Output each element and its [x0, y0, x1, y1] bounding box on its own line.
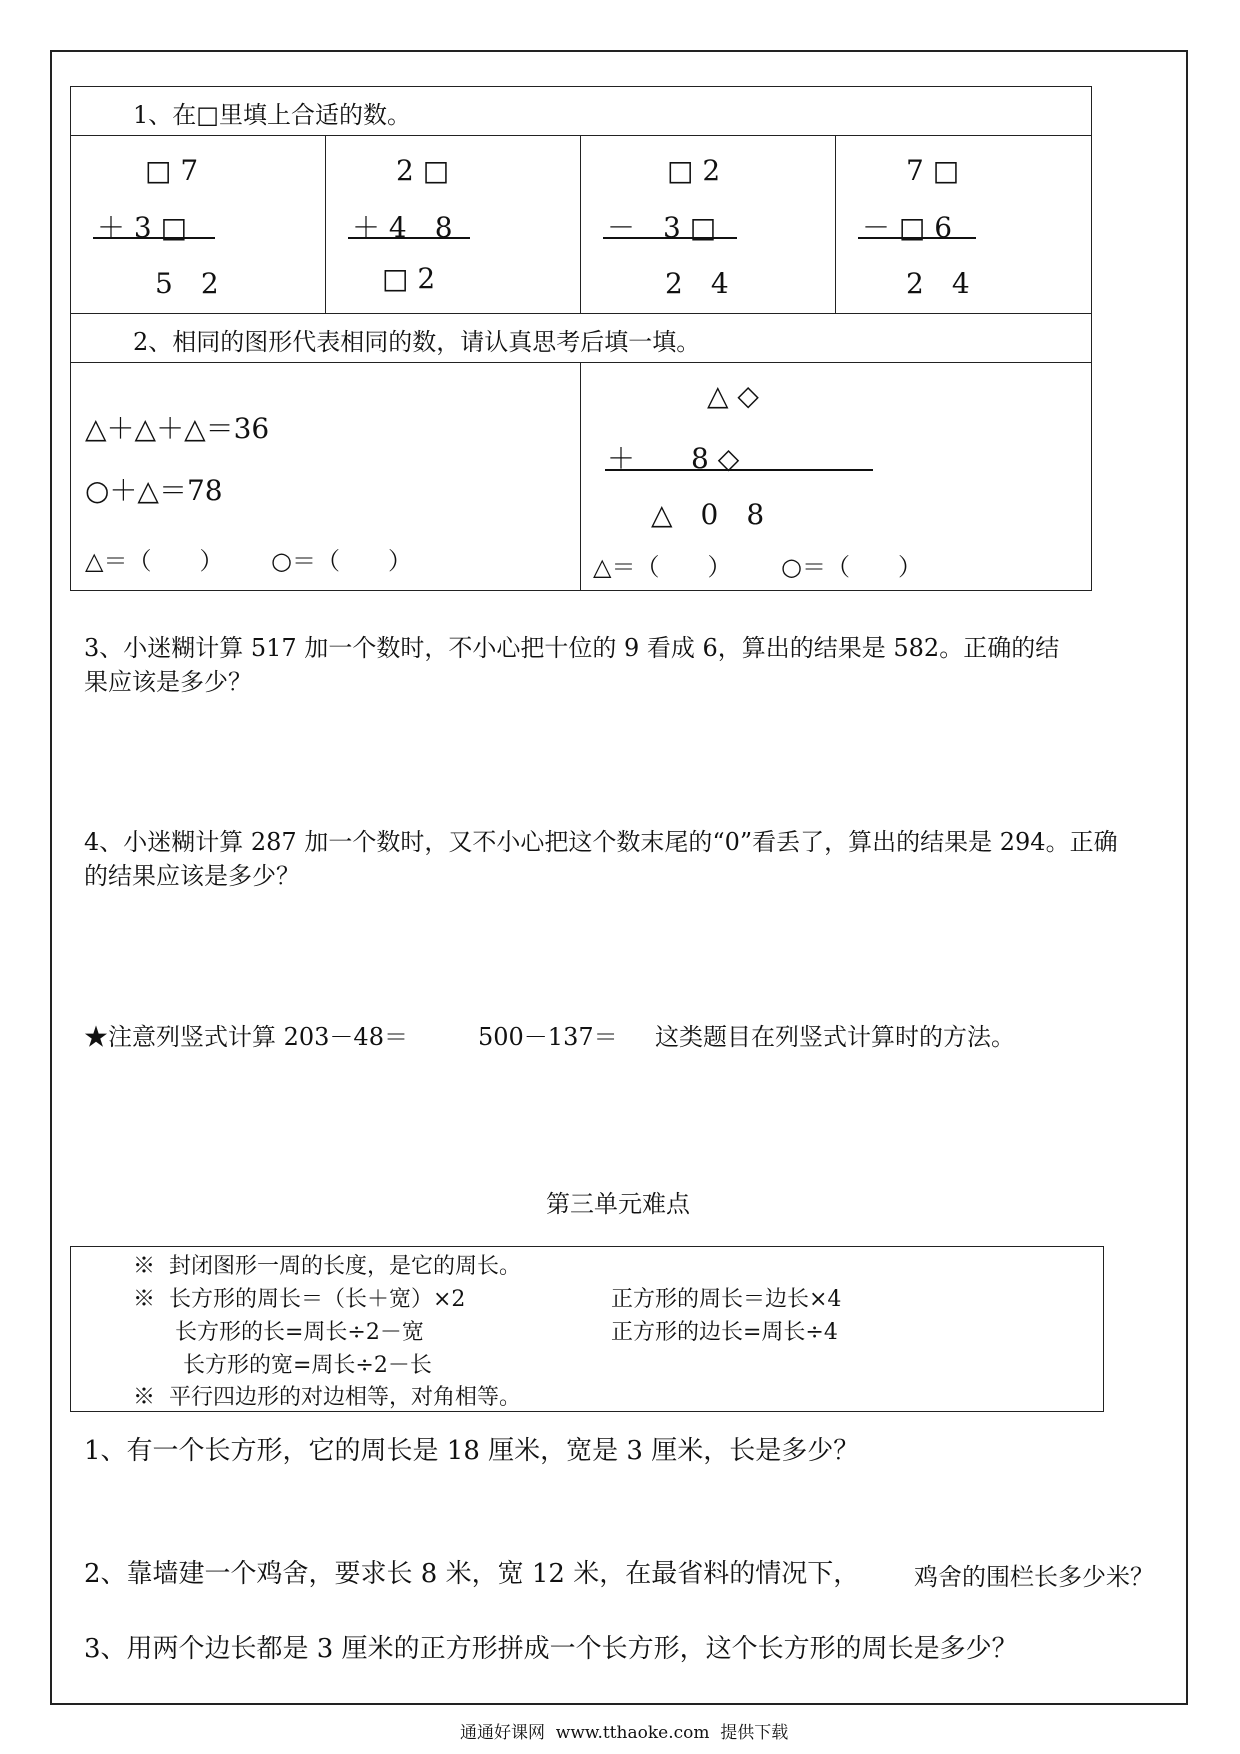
unit3-question-1: 1、有一个长方形，它的周长是 18 厘米，宽是 3 厘米，长是多少？ — [84, 1436, 860, 1466]
q2-right-answer-triangle: △＝（ ） — [593, 553, 732, 581]
problem-cell-1 — [70, 135, 326, 314]
unit3-question-2-tail: 鸡舍的围栏长多少米？ — [914, 1563, 1154, 1591]
note-label: ★注意列竖式计算 203－48＝ — [84, 1023, 408, 1051]
problem-1-top: □ 7 — [145, 154, 199, 187]
problem-3-top: □ 2 — [667, 154, 721, 187]
summary-line-2a: ※ 长方形的周长＝（长＋宽）×2 — [133, 1287, 466, 1312]
summary-line-1: ※ 封闭图形一周的长度，是它的周长。 — [133, 1254, 521, 1279]
q2-right-result: △ 0 8 — [651, 498, 765, 531]
q2-equation-1: △＋△＋△＝36 — [85, 412, 270, 445]
problem-1-underline — [93, 237, 215, 239]
summary-line-3b: 正方形的边长=周长÷4 — [611, 1320, 838, 1345]
unit3-question-2: 2、靠墙建一个鸡舍，要求长 8 米，宽 12 米，在最省料的情况下， — [84, 1559, 860, 1589]
problem-4-top: 7 □ — [906, 154, 960, 187]
problem-4-underline — [858, 237, 976, 239]
problem-2-result: □ 2 — [382, 262, 436, 295]
summary-line-3a: 长方形的长=周长÷2－宽 — [175, 1320, 424, 1345]
q2-equation-2: ○＋△＝78 — [85, 474, 223, 507]
note-expression-2: 500－137＝ — [478, 1023, 618, 1051]
problem-2-underline — [348, 237, 470, 239]
problem-3-operation: － 3 □ — [607, 211, 717, 244]
problem-2-top: 2 □ — [396, 154, 450, 187]
q2-right-answer-circle: ○＝（ ） — [781, 553, 922, 581]
problem-4-result: 2 4 — [906, 267, 970, 300]
note-tail: 这类题目在列竖式计算时的方法。 — [655, 1023, 1015, 1051]
q2-right-cell — [580, 362, 1092, 591]
problem-4-operation: － □ 6 — [862, 211, 953, 244]
problem-cell-3 — [580, 135, 836, 314]
q2-left-answer-triangle: △＝（ ） — [85, 547, 224, 575]
q3-line-1: 3、小迷糊计算 517 加一个数时，不小心把十位的 9 看成 6，算出的结果是 582。正确的结 — [84, 634, 1060, 662]
footer-credit: 通通好课网 www.tthaoke.com 提供下载 — [460, 1723, 789, 1743]
unit3-question-3: 3、用两个边长都是 3 厘米的正方形拼成一个长方形，这个长方形的周长是多少？ — [84, 1634, 1018, 1664]
q2-title: 2、相同的图形代表相同的数，请认真思考后填一填。 — [133, 328, 701, 356]
problem-1-result: 5 2 — [155, 267, 219, 300]
q2-title-cell — [70, 313, 1092, 363]
problem-cell-4 — [835, 135, 1092, 314]
q2-left-answer-circle: ○＝（ ） — [271, 547, 412, 575]
q1-title-cell — [70, 86, 1092, 136]
q3-line-2: 果应该是多少？ — [84, 668, 252, 696]
problem-cell-2 — [325, 135, 581, 314]
q2-right-underline — [605, 469, 873, 471]
q2-right-top: △ ◇ — [707, 379, 759, 412]
problem-3-result: 2 4 — [665, 267, 729, 300]
problem-1-operation: ＋ 3 □ — [97, 211, 188, 244]
q2-left-cell — [70, 362, 581, 591]
problem-2-operation: ＋ 4 8 — [352, 211, 453, 244]
q2-right-operation: ＋ 8 ◇ — [607, 442, 740, 475]
unit3-heading: 第三单元难点 — [546, 1190, 690, 1218]
summary-line-4: 长方形的宽=周长÷2－长 — [183, 1353, 432, 1378]
summary-line-2b: 正方形的周长＝边长×4 — [611, 1287, 842, 1312]
summary-line-5: ※ 平行四边形的对边相等，对角相等。 — [133, 1385, 521, 1410]
unit3-summary-box — [70, 1246, 1104, 1412]
q1-title: 1、在□里填上合适的数。 — [133, 101, 411, 129]
q4-line-1: 4、小迷糊计算 287 加一个数时，又不小心把这个数末尾的“0”看丢了，算出的结果是 294。正确 — [84, 828, 1118, 856]
problem-3-underline — [603, 237, 737, 239]
q4-line-2: 的结果应该是多少？ — [84, 862, 300, 890]
